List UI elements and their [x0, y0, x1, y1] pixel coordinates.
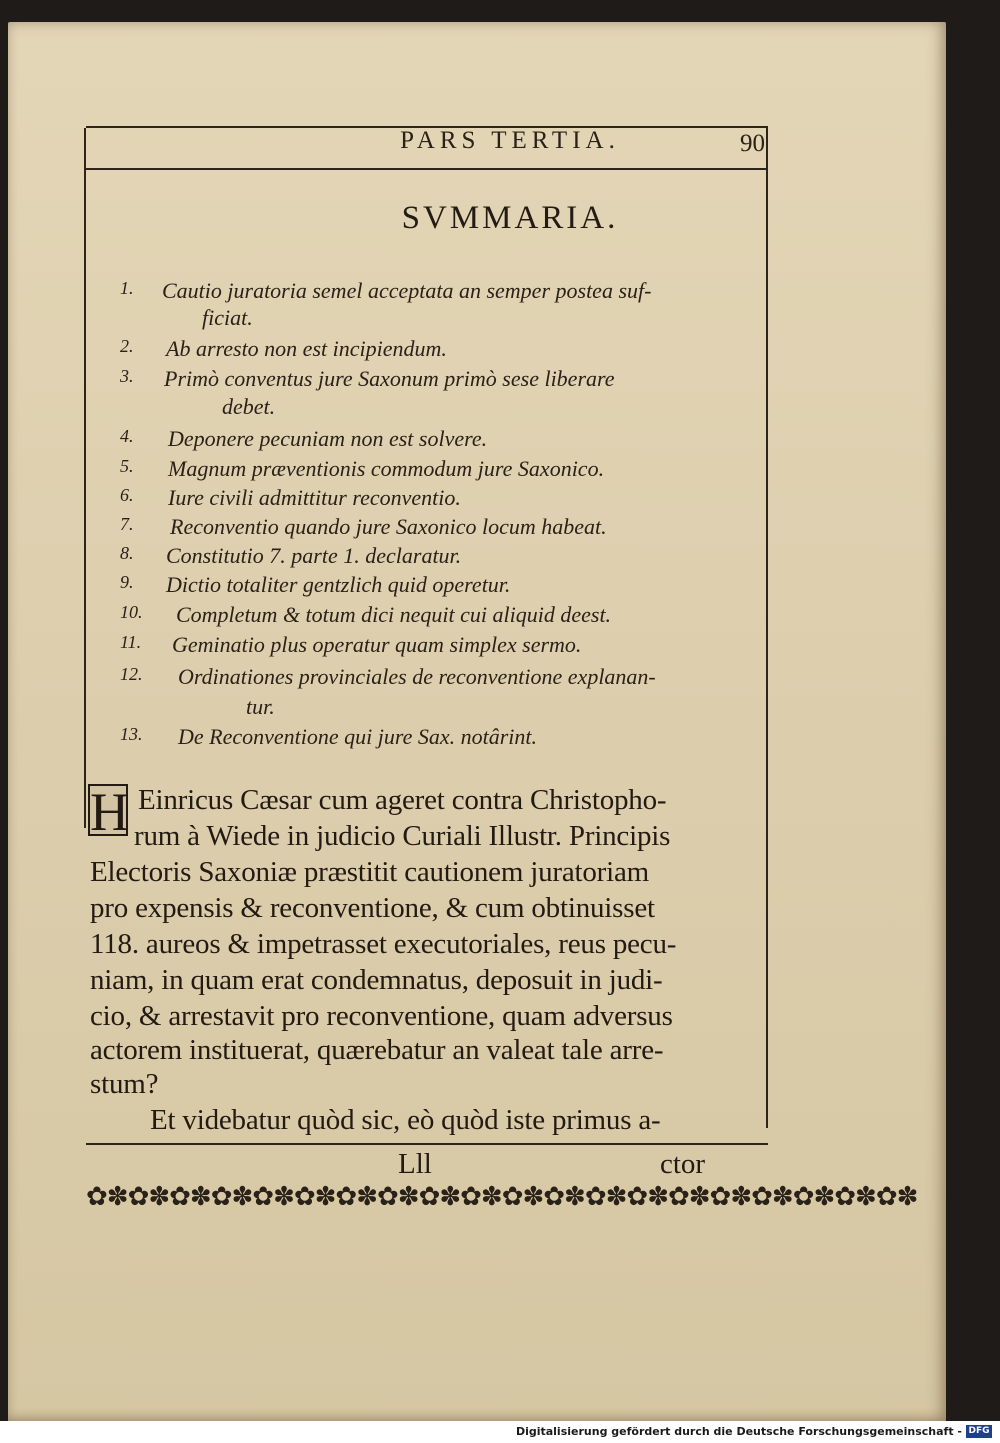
body-line-2: rum à Wiede in judicio Curiali Illustr. Principis	[134, 820, 671, 852]
entry-number: 9.	[120, 572, 134, 592]
header-rule	[86, 168, 768, 170]
entry-number: 8.	[120, 543, 134, 563]
entry-number: 4.	[120, 426, 134, 446]
summary-entry-12-cont: tur.	[246, 694, 275, 719]
entry-number: 3.	[120, 366, 134, 386]
funding-notice: Digitalisierung gefördert durch die Deutsche Forschungsgemeinschaft -	[515, 1425, 962, 1438]
running-head	[0, 127, 1000, 155]
body-line-6: niam, in quam erat condemnatus, deposuit in judi-	[90, 964, 663, 996]
body-line-7: cio, & arrestavit pro reconventione, quam adversus	[90, 1000, 673, 1032]
body-line-8: actorem instituerat, quærebatur an valeat tale arre-	[90, 1034, 664, 1066]
summaria-title: SVMMARIA.	[401, 200, 619, 236]
running-title: PARS TERTIA.	[400, 127, 620, 154]
entry-text: Magnum præventionis commodum jure Saxonico.	[168, 456, 605, 481]
bottom-rule	[86, 1143, 768, 1145]
summary-entry-3-cont: debet.	[222, 394, 276, 419]
entry-text: Primò conventus jure Saxonum primò sese liberare	[164, 366, 615, 391]
entry-number: 12.	[120, 664, 143, 684]
body-line-5: 118. aureos & impetrasset executoriales, reus pecu-	[90, 928, 677, 960]
entry-text: Constitutio 7. parte 1. declaratur.	[166, 543, 462, 568]
entry-text: Dictio totaliter gentzlich quid operetur.	[166, 572, 511, 597]
entry-text: Ordinationes provinciales de reconventione explanan-	[178, 664, 656, 689]
ornamental-border: ✿✽✿✽✿✽✿✽✿✽✿✽✿✽✿✽✿✽✿✽✿✽✿✽✿✽✿✽✿✽✿✽✿✽✿✽✿✽✿✽	[86, 1182, 918, 1212]
drop-capital: H	[90, 782, 129, 842]
catchword: ctor	[660, 1148, 706, 1180]
entry-number: 6.	[120, 485, 134, 505]
entry-number: 10.	[120, 602, 143, 622]
signature-mark: Lll	[398, 1148, 432, 1180]
body-line-1: Einricus Cæsar cum ageret contra Christopho-	[138, 784, 667, 816]
entry-number: 5.	[120, 456, 134, 476]
summary-entry-1-cont: ficiat.	[202, 305, 253, 330]
entry-text: Reconventio quando jure Saxonico locum habeat.	[170, 514, 607, 539]
entry-number: 1.	[120, 278, 134, 298]
body-line-10: Et videbatur quòd sic, eò quòd iste primus a-	[150, 1104, 661, 1136]
page-number: 90	[740, 130, 765, 157]
entry-text: Geminatio plus operatur quam simplex sermo.	[172, 632, 582, 657]
entry-text: De Reconventione qui jure Sax. notârint.	[178, 724, 538, 749]
entry-number: 7.	[120, 514, 134, 534]
entry-text: Deponere pecuniam non est solvere.	[168, 426, 488, 451]
entry-text: Cautio juratoria semel acceptata an semper postea suf-	[162, 278, 652, 303]
right-frame-rule	[766, 128, 768, 1128]
body-line-3: Electoris Saxoniæ præstitit cautionem juratoriam	[90, 856, 650, 888]
entry-text: Completum & totum dici nequit cui aliquid deest.	[176, 602, 612, 627]
entry-number: 11.	[120, 632, 142, 652]
body-line-4: pro expensis & reconventione, & cum obtinuisset	[90, 892, 655, 924]
body-line-9: stum?	[90, 1068, 159, 1100]
entry-number: 13.	[120, 724, 143, 744]
dfg-logo-icon: DFG	[966, 1425, 992, 1438]
entry-number: 2.	[120, 336, 134, 356]
entry-text: Ab arresto non est incipiendum.	[166, 336, 447, 361]
entry-text: Iure civili admittitur reconventio.	[168, 485, 461, 510]
